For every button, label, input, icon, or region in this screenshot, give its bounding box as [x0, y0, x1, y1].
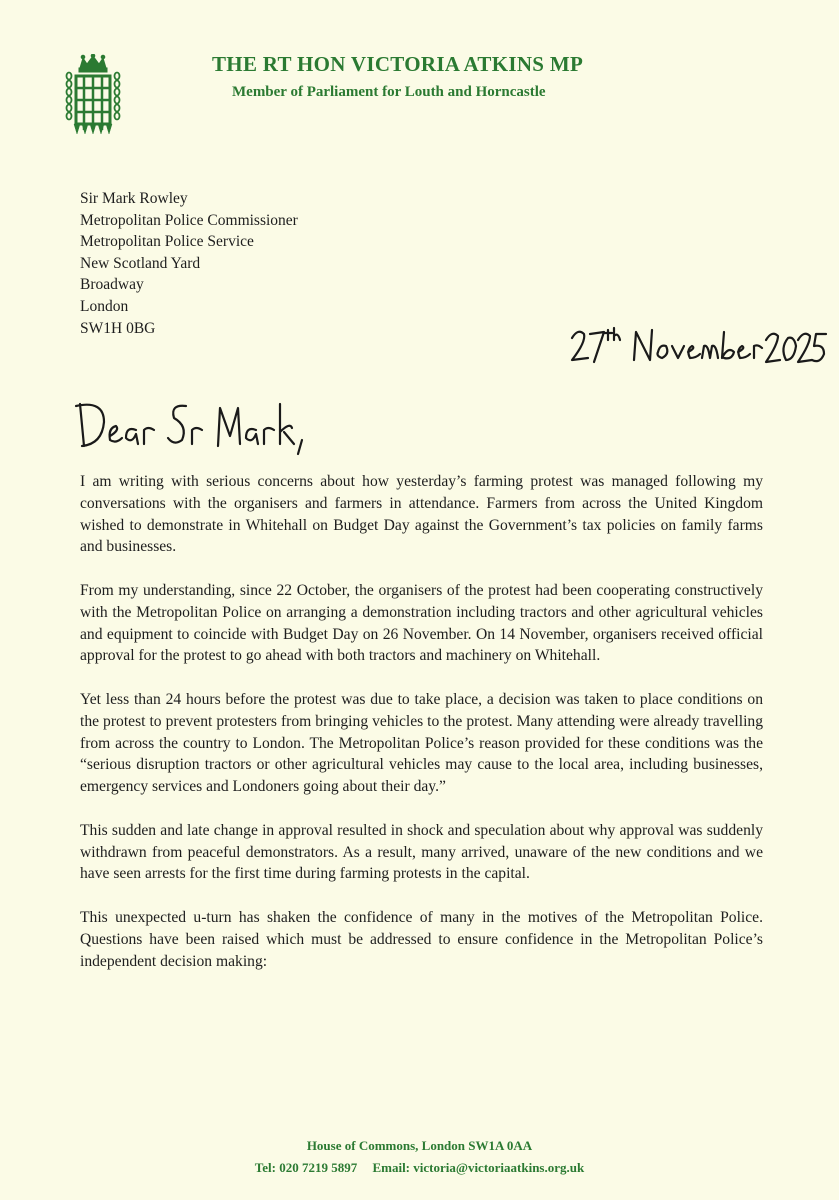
- address-line: Sir Mark Rowley: [80, 190, 188, 207]
- address-line: London: [80, 297, 129, 315]
- address-line: New Scotland Yard: [80, 254, 201, 272]
- address-line: SW1H 0BG: [80, 319, 156, 337]
- handwritten-date: [568, 324, 828, 380]
- recipient-address: [80, 188, 298, 339]
- address-line: Metropolitan Police Commissioner: [80, 211, 298, 229]
- portcullis-emblem: [64, 54, 122, 136]
- body-paragraph: This sudden and late change in approval resulted in shock and speculation about why approval was suddenly withdrawn from peaceful demonstrators. As a result, many arrived, unaware of the new conditions and we have seen arrests for the first time during farming protests in the capital.: [80, 821, 763, 883]
- footer-telephone: Tel: 020 7219 5897: [254, 1160, 358, 1175]
- footer-contact: [0, 1160, 839, 1176]
- constituency-subheading: Member of Parliament for Louth and Horncastle: [232, 84, 546, 100]
- body-paragraph: I am writing with serious concerns about how yesterday’s farming protest was managed following my conversations with the organisers and farmers in attendance. Farmers from across the United Kingdom wished to demonstrate in Whitehall on Budget Day against the Government’s tax policies on family farms and businesses.: [80, 473, 763, 556]
- address-line: Broadway: [80, 276, 144, 294]
- body-paragraph: This unexpected u-turn has shaken the confidence of many in the motives of the Metropolitan Police. Questions have been raised which must be addressed to ensure confidence in the Metropolitan Police’s independent decision making:: [80, 908, 763, 970]
- handwritten-salutation: [74, 396, 314, 460]
- footer-email: Email: victoria@victoriaatkins.org.uk: [372, 1160, 585, 1175]
- footer-address: House of Commons, London SW1A 0AA: [306, 1138, 533, 1153]
- mp-name-heading: THE RT HON VICTORIA ATKINS MP: [212, 52, 584, 76]
- address-line: Metropolitan Police Service: [80, 233, 254, 251]
- body-paragraph: From my understanding, since 22 October, the organisers of the protest had been cooperating constructively with the Metropolitan Police on arranging a demonstration including tractors and other agricultural vehicles and equipment to coincide with Budget Day on 26 November. On 14 November, organisers received official approval for the protest to go ahead with both tractors and machinery on Whitehall.: [80, 581, 763, 665]
- letter-body: [80, 471, 763, 994]
- body-paragraph: Yet less than 24 hours before the protest was due to take place, a decision was taken to place conditions on the protest to prevent protesters from bringing vehicles to the protest. Many attending were already travelling from across the country to London. The Metropolitan Police’s reason provided for these conditions was the “serious disruption tractors or other agricultural vehicles may cause to the local area, including businesses, emergency services and Londoners going about their day.”: [80, 690, 763, 796]
